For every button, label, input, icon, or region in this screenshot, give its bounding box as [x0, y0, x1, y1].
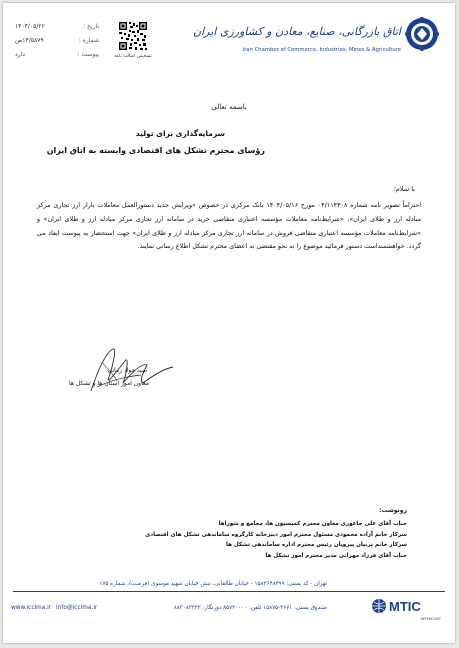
mtic-logo-text: MTIC [389, 599, 421, 614]
org-name-fa: اتاق بازرگانی، صنایع، معادن و کشاورزی ایران [193, 25, 401, 38]
attachment-label: پیوست : [77, 51, 99, 58]
qr-code-icon[interactable] [118, 21, 148, 51]
cc-list [145, 519, 407, 561]
footer-address: تهران - کد پستی: ۱۵۸۳۶۴۸۴۹۹ - خیابان طالقانی، نبش خیابان شهید موسوی (فرصت)، شماره ۱۷۵ [99, 581, 327, 587]
date-label: تاریخ : [83, 23, 99, 30]
qr-caption: تشخیص اصالت نامه [114, 54, 152, 59]
greeting: با سلام؛ [393, 185, 415, 193]
invocation: باسمه تعالی [211, 103, 247, 111]
cc-item: سرکار خانم پرنیان پیرویان رئیس محترم اداره ساماندهی تشکل ها [225, 542, 407, 548]
footer-postal: صندوق پستی: ۴۶۷۱-۱۵۸۷۵ تلفن: ۸۵۷۳۰۰۰۰ دورنگار: ۸۸۳۰۸۳۳۳۳ [173, 605, 327, 611]
date-value: ۱۴۰۴/۰۵/۲۲ [15, 23, 45, 30]
letter-subject: سرمایه‌گذاری برای تولید [135, 129, 225, 138]
signer-title: معاون امور استان ها و تشکل ها [68, 380, 149, 387]
number-value: ۱۴/۵۸۷۹ص [15, 37, 44, 44]
cc-item: جناب آقای فرزاد مهرانی مدیر محترم امور تشکل ها [265, 552, 407, 559]
website-link[interactable]: www.iccima.ir [11, 605, 52, 611]
attachment-row [15, 51, 99, 58]
number-row [15, 37, 99, 44]
footer-divider [13, 591, 445, 592]
number-label: شماره : [78, 37, 99, 44]
letter-page [3, 3, 455, 643]
date-row [15, 23, 99, 30]
org-name-en: Iran Chamber of Commerce, Industries, Mines & Agriculture [242, 47, 401, 53]
email-link[interactable]: info@iccima.ir [56, 605, 98, 611]
mtic-logo-icon [371, 597, 443, 615]
letter-body: احتراماً تصویر نامه شماره ۰۴/۱۱۴۳۰۸ مورخ ۱۴۰۴/۰۵/۱۶ بانک مرکزی در خصوص «ویرایش جدید دستورالعمل معاملات بازار ارز تجاری مرکز مبادله ارز و طلای ایران»، «شرایط‌نامه معاملات مؤسسه اعتباری متقاضی خرید در سامانه ارز تجاری مرکز مبادله ارز و طلای ایران» و «شرایط‌نامه معاملات مؤسسه اعتباری متقاضی فروش در سامانه ارز تجاری مرکز مبادله ارز و طلای ایران» جهت استحضار به پیوست ایفاد می گردد. خواهشمنداست دستور فرمائید موضوع را به نحو مقتضی به اعضای محترم تشکل اطلاع رسانی نمایند. [37, 201, 422, 251]
cc-item: سرکار خانم آزاده محمودی مسئول محترم امور دبیرخانه کارگروه ساماندهی تشکل های اقتصادی [145, 531, 407, 538]
attachment-value: دارد [15, 51, 25, 58]
cc-heading: رونوشت: [379, 507, 407, 514]
cc-item: جناب آقای علی جاغوری معاون محترم کمیسیون ها، مجامع و شوراها [218, 521, 407, 527]
footer-contact [11, 605, 100, 611]
mtic-subtitle: INTERCONT [420, 617, 441, 621]
signer-name: سید جواد زمانی [107, 367, 147, 374]
letter-recipient: رؤسای محترم تشکل های اقتصادی وابسته به اتاق ایران [46, 146, 265, 155]
chamber-logo-icon [405, 17, 439, 51]
